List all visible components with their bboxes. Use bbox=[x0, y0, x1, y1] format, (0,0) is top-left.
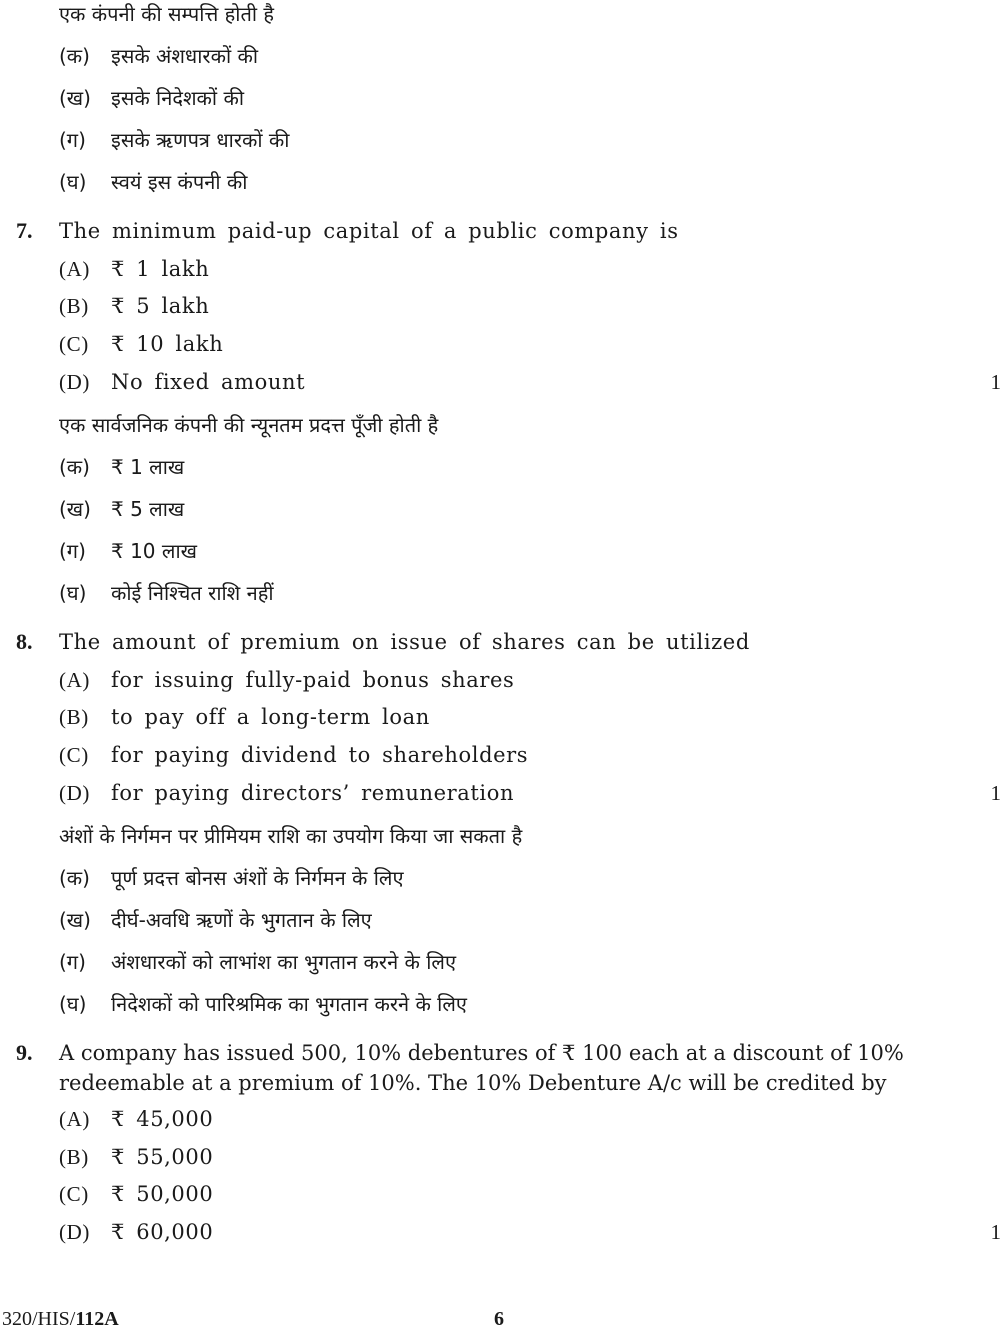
q7-option: (D) No fixed amount bbox=[59, 370, 306, 394]
q8-stem: The amount of premium on issue of shares can be utilized bbox=[59, 630, 750, 654]
q7-hindi-option: (घ) कोई निश्चित राशि नहीं bbox=[59, 581, 274, 605]
q7-hindi-stem: एक सार्वजनिक कंपनी की न्यूनतम प्रदत्त पूँजी होती है bbox=[59, 413, 439, 437]
q7-marks: 1 bbox=[990, 370, 1001, 394]
q7-option: (B) ₹ 5 lakh bbox=[59, 294, 210, 318]
q7-stem: The minimum paid-up capital of a public company is bbox=[59, 219, 679, 243]
q9-option: (D) ₹ 60,000 bbox=[59, 1220, 214, 1244]
q6-hindi-option: (क) इसके अंशधारकों की bbox=[59, 44, 259, 68]
q7-option: (A) ₹ 1 lakh bbox=[59, 257, 210, 281]
q7-hindi-option: (क) ₹ 1 लाख bbox=[59, 455, 185, 479]
q7-hindi-option: (ख) ₹ 5 लाख bbox=[59, 497, 185, 521]
q6-hindi-option: (घ) स्वयं इस कंपनी की bbox=[59, 170, 248, 194]
q8-hindi-option: (क) पूर्ण प्रदत्त बोनस अंशों के निर्गमन के लिए bbox=[59, 866, 404, 890]
q8-marks: 1 bbox=[990, 781, 1001, 805]
page-number: 6 bbox=[494, 1308, 504, 1330]
q8-option: (C) for paying dividend to shareholders bbox=[59, 743, 529, 767]
q8-hindi-option: (घ) निदेशकों को पारिश्रमिक का भुगतान करने के लिए bbox=[59, 992, 467, 1016]
q9-marks: 1 bbox=[990, 1220, 1001, 1244]
question-number: 8. bbox=[16, 629, 33, 654]
q7-hindi-option: (ग) ₹ 10 लाख bbox=[59, 539, 197, 563]
paper-code: 320/HIS/112A bbox=[2, 1308, 119, 1330]
q9-stem-line1: A company has issued 500, 10% debentures of ₹ 100 each at a discount of 10% bbox=[59, 1041, 904, 1065]
q9-option: (A) ₹ 45,000 bbox=[59, 1107, 214, 1131]
q7-option: (C) ₹ 10 lakh bbox=[59, 332, 224, 356]
question-number: 9. bbox=[16, 1040, 33, 1065]
question-number: 7. bbox=[16, 218, 33, 243]
q6-hindi-option: (ख) इसके निदेशकों की bbox=[59, 86, 244, 110]
q8-option: (A) for issuing fully-paid bonus shares bbox=[59, 668, 515, 692]
q9-option: (C) ₹ 50,000 bbox=[59, 1182, 214, 1206]
q8-hindi-option: (ग) अंशधारकों को लाभांश का भुगतान करने के लिए bbox=[59, 950, 457, 974]
q8-hindi-stem: अंशों के निर्गमन पर प्रीमियम राशि का उपयोग किया जा सकता है bbox=[59, 824, 523, 848]
q9-stem-line2: redeemable at a premium of 10%. The 10% Debenture A/c will be credited by bbox=[59, 1071, 887, 1095]
q6-hindi-option: (ग) इसके ऋणपत्र धारकों की bbox=[59, 128, 290, 152]
q8-option: (D) for paying directors’ remuneration bbox=[59, 781, 515, 805]
q6-hindi-stem: एक कंपनी की सम्पत्ति होती है bbox=[59, 2, 275, 26]
q8-hindi-option: (ख) दीर्घ-अवधि ऋणों के भुगतान के लिए bbox=[59, 908, 372, 932]
q8-option: (B) to pay off a long-term loan bbox=[59, 705, 430, 729]
q9-option: (B) ₹ 55,000 bbox=[59, 1145, 214, 1169]
